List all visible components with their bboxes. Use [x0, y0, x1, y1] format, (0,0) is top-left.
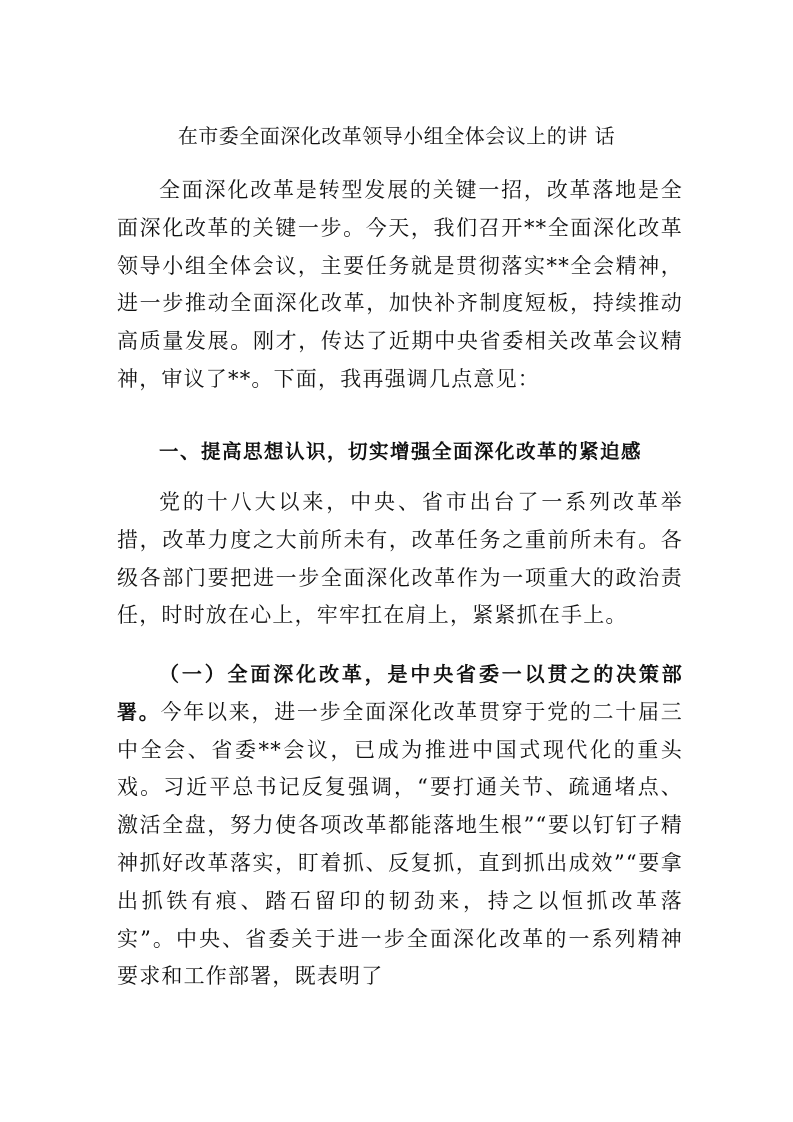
paragraph-subsection-1: [117, 656, 683, 996]
paragraph-intro: 全面深化改革是转型发展的关键一招，改革落地是全面深化改革的关键一步。今天，我们召开**全面深化改革领导小组全体会议，主要任务就是贯彻落实**全会精神，进一步推动全面深化改革，加快补齐制度短板，持续推动高质量发展。刚才，传达了近期中央省委相关改革会议精神，审议了**。下面，我再强调几点意见：: [117, 178, 683, 391]
subsection-heading-1: （一）全面深化改革，是中央省委一以贯之的决策部署。: [117, 662, 683, 724]
document-title: 在市委全面深化改革领导小组全体会议上的讲 话: [177, 124, 616, 148]
section-heading-1: 一、提高思想认识，切实增强全面深化改革的紧迫感: [159, 440, 643, 463]
subsection-body-1: 今年以来，进一步全面深化改革贯穿于党的二十届三中全会、省委**会议，已成为推进中国式现代化的重头戏。习近平总书记反复强调，“要打通关节、疏通堵点、激活全盘，努力使各项改革都能落地生根”“要以钉钉子精神抓好改革落实，盯着抓、反复抓，直到抓出成效”“要拿出抓铁有痕、踏石留印的韧劲来，持之以恒抓改革落实”。中央、省委关于进一步全面深化改革的一系列精神要求和工作部署，既表明了: [117, 699, 683, 989]
paragraph-section-1: 党的十八大以来，中央、省市出台了一系列改革举措，改革力度之大前所未有，改革任务之重前所未有。各级各部门要把进一步全面深化改革作为一项重大的政治责任，时时放在心上，牢牢扛在肩上，紧紧抓在手上。: [117, 490, 683, 628]
